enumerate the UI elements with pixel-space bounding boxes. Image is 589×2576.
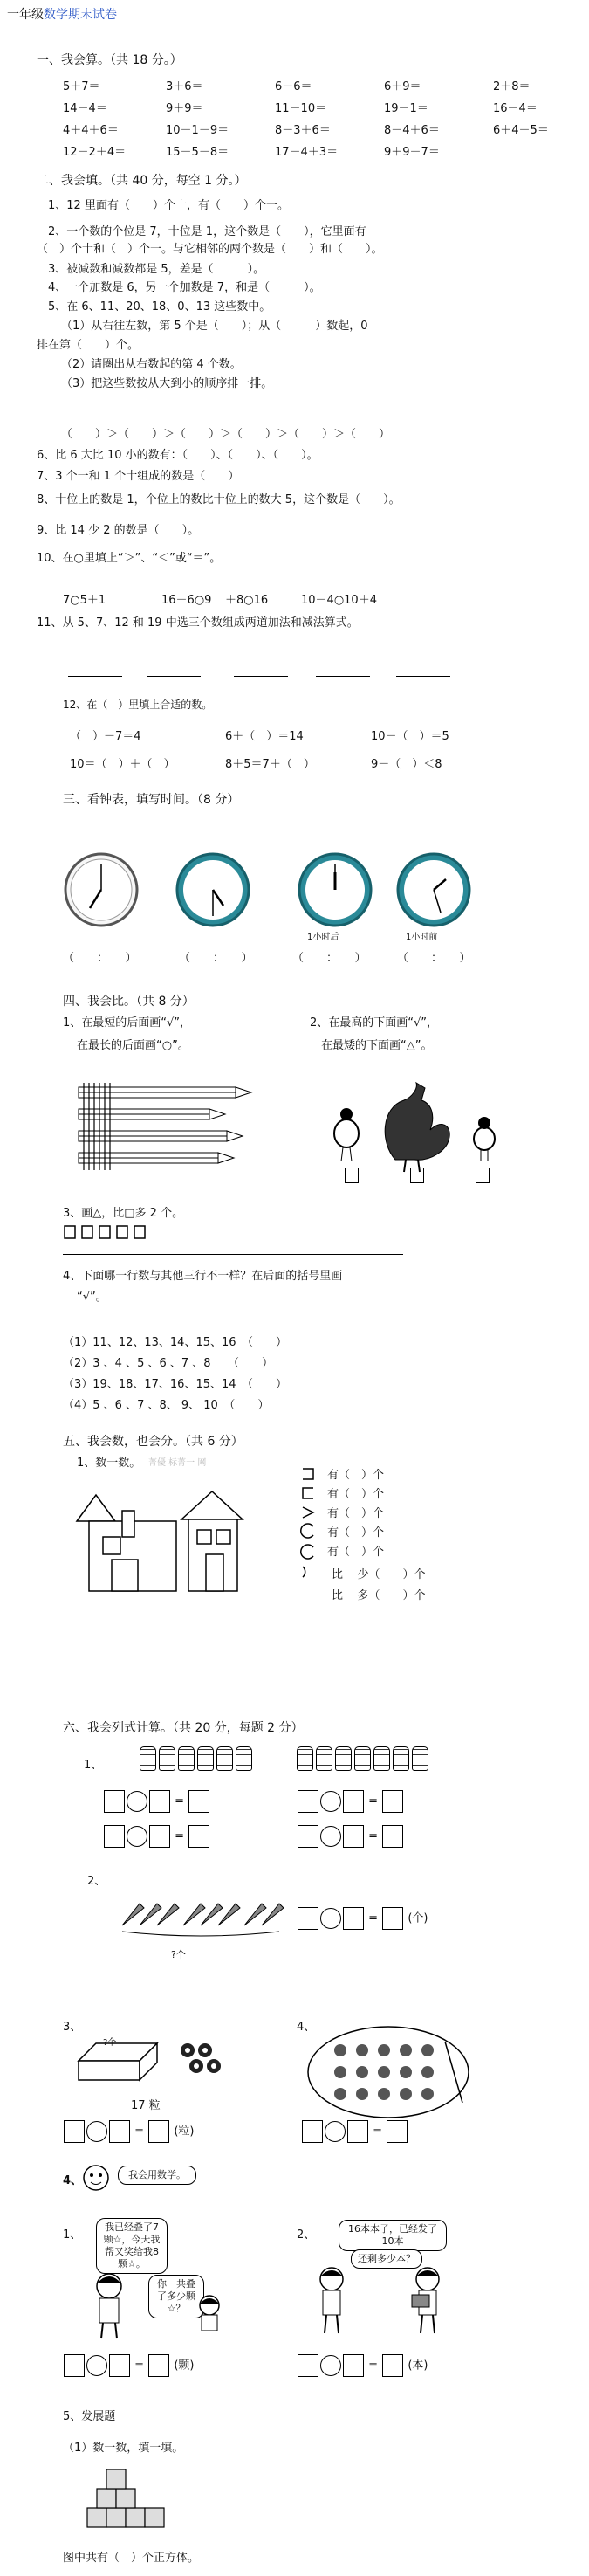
calc-item: 6＋4－5＝: [493, 124, 549, 137]
q6-3-num: 3、: [63, 2021, 82, 2034]
q2-2b: （ ）个十和（ ）个一。与它相邻的两个数是（ ）和（ ）。: [37, 243, 383, 256]
q2-12: 12、在（ ）里填上合适的数。: [63, 699, 213, 711]
watermark: 菁優 标菁一 网: [148, 1458, 207, 1468]
compare-2: 16－6○9: [161, 594, 212, 607]
calc-grid: [63, 77, 549, 159]
q2-5-2: （2）请圈出从右数起的第 4 个数。: [61, 358, 242, 371]
unit-2: (个): [408, 1911, 428, 1925]
clock-answer-4: （ ： ）: [397, 952, 471, 965]
eq-1a: =: [103, 1790, 210, 1813]
q2-6: 6、比 6 大比 10 小的数有：（ ）、（ ）、（ ）。: [37, 449, 318, 462]
eq-4: =: [301, 2120, 408, 2143]
section3-heading: 三、看钟表，填写时间。（8 分）: [63, 793, 240, 807]
squares-row: [63, 1224, 168, 1240]
q4-1a: 1、在最短的后面画“√”，: [63, 1016, 192, 1030]
calc-item: 8－4＋6＝: [384, 124, 440, 137]
calc-item: 11－10＝: [275, 102, 327, 115]
draw-line: [63, 1254, 403, 1255]
q4-1b: 在最长的后面画“○”。: [77, 1039, 189, 1052]
house-shapes: [77, 1484, 277, 1598]
calc-item: 5＋7＝: [63, 80, 100, 93]
q4-3: 3、画△，比□多 2 个。: [63, 1207, 184, 1220]
kids-illustration-2: [314, 2253, 454, 2340]
clock-answer-2: （ ： ）: [179, 952, 253, 965]
unit-3: (粒): [174, 2125, 195, 2139]
compare-more-word: 比: [332, 1568, 344, 1581]
calc-item: [493, 142, 589, 159]
q7-answer: 图中共有（ ）个正方体。: [63, 2552, 200, 2565]
compare-4: 10－4○10＋4: [301, 594, 377, 607]
milk-group-2: [297, 1746, 431, 1774]
page-title: [7, 5, 117, 23]
calc-item: 15－5－8＝: [166, 146, 229, 159]
unit-p1: (颗): [174, 2359, 195, 2373]
answer-line-2: [147, 676, 201, 677]
eq-3: = (粒): [63, 2120, 194, 2143]
p1-num: 1、: [63, 2228, 82, 2242]
calc-item: 17－4＋3＝: [275, 146, 339, 159]
count-5: 有（ ）个: [327, 1546, 385, 1559]
fill-3: 10－（ ）＝5: [371, 730, 449, 743]
fill-2: 6＋（ ）＝14: [225, 730, 304, 743]
calc-item: 14－4＝: [63, 102, 107, 115]
calc-item: 3＋6＝: [166, 80, 203, 93]
clock-answer-3: （ ： ）: [292, 952, 366, 965]
q2-3: 3、被减数和减数都是 5，差是（ ）。: [48, 263, 265, 276]
p1-bubble: 我已经叠了7颗☆，今天我帮又奖给我8颗☆。: [96, 2218, 168, 2274]
count-3: 有（ ）个: [327, 1507, 385, 1520]
section1-heading: 一、我会算。（共 18 分。）: [37, 53, 182, 67]
animals-illustration: [327, 1081, 519, 1177]
q2-11: 11、从 5、7、12 和 19 中选三个数组成两道加法和减法算式。: [37, 616, 359, 630]
calc-item: 4＋4＋6＝: [63, 124, 119, 137]
count-1: 有（ ）个: [327, 1469, 385, 1482]
clock-1: [63, 851, 141, 930]
p2-num: 2、: [297, 2228, 316, 2242]
p2-bubble: 16本本子，已经发了10本: [339, 2220, 447, 2251]
eq-p2: = (本): [297, 2354, 428, 2377]
calc-item: 19－1＝: [384, 102, 428, 115]
calc-item: 2＋8＝: [493, 80, 531, 93]
bead-count: 17 粒: [131, 2099, 161, 2112]
q4-2b: 在最矮的下面画“△”。: [321, 1039, 433, 1052]
q2-9: 9、比 14 少 2 的数是（ ）。: [37, 524, 200, 537]
fill-1: （ ）－7＝4: [70, 730, 141, 743]
eq-2: = (个): [297, 1907, 428, 1930]
seq-row-4: （4）5 、6 、7 、8、 9、 10 （ ）: [63, 1399, 270, 1412]
answer-line-4: [316, 676, 370, 677]
calc-item: 16－4＝: [493, 102, 538, 115]
section4-heading: 四、我会比。（共 8 分）: [63, 995, 195, 1009]
compare-1: 7○5＋1: [63, 594, 106, 607]
p1-bubble-2: 你一共叠了多少颗☆？: [148, 2275, 204, 2318]
q2-5: 5、在 6、11、20、18、0、13 这些数中。: [48, 300, 271, 313]
calc-item: 9＋9－7＝: [384, 146, 440, 159]
q4-4b: “√”。: [77, 1291, 107, 1304]
eq-1c: =: [297, 1790, 404, 1813]
q6-4-num: 4、: [297, 2021, 316, 2034]
calc-item: 10－1－9＝: [166, 124, 229, 137]
fill-5: 8＋5＝7＋（ ）: [225, 758, 315, 771]
q4-2a: 2、在最高的下面画“√”，: [310, 1016, 439, 1030]
section6-heading: 六、我会列式计算。（共 20 分，每题 2 分）: [63, 1721, 304, 1735]
fill-6: 9－（ ）＜8: [371, 758, 442, 771]
answer-line-5: [396, 676, 450, 677]
pencils-illustration: [79, 1083, 279, 1179]
calc-item: 9＋9＝: [166, 102, 203, 115]
section7-heading: 5、发展题: [63, 2410, 116, 2423]
answer-bracket-2: [410, 1168, 424, 1183]
count-4: 有（ ）个: [327, 1526, 385, 1539]
q2-1: 1、12 里面有（ ）个十，有（ ）个一。: [48, 199, 289, 212]
clock-2: [175, 851, 253, 930]
clock-caption-3: 1小时后: [307, 933, 339, 942]
cubes-illustration: [79, 2468, 175, 2538]
title-highlight: 数学期末试卷: [44, 8, 117, 22]
carrots-illustration: [118, 1886, 284, 1939]
q2-5-1: （1）从右往左数，第 5 个是（ ）；从（ ）数起，0: [61, 320, 368, 333]
answer-bracket-1: [345, 1168, 359, 1183]
compare-less-text-2: 多（ ）个: [357, 1589, 426, 1602]
compare-less-text: 少（ ）个: [357, 1568, 426, 1581]
title-prefix: 一年级: [7, 8, 44, 22]
q6-5-num: 4、: [63, 2174, 83, 2187]
compare-more-2: [332, 1586, 426, 1602]
clock-4: [395, 851, 474, 930]
q2-8: 8、十位上的数是 1，个位上的数比十位上的数大 5，这个数是（ ）。: [37, 493, 401, 506]
eq-1d: =: [297, 1825, 404, 1848]
section5-heading: 五、我会数，也会分。（共 6 分）: [63, 1435, 243, 1449]
p2-bubble-2: 还剩多少本？: [351, 2249, 422, 2269]
q2-4: 4、一个加数是 6，另一个加数是 7，和是（ ）。: [48, 281, 321, 294]
q7-1: （1）数一数，填一填。: [63, 2442, 184, 2455]
q6-2-num: 2、: [87, 1875, 106, 1888]
clock-3: [297, 851, 375, 930]
unit-p2: (本): [408, 2359, 428, 2373]
answer-bracket-3: [476, 1168, 490, 1183]
carrot-total: ?个: [171, 1949, 186, 1960]
seq-row-3: （3）19、18、17、16、15、14 （ ）: [63, 1378, 288, 1391]
calc-item: 8－3＋6＝: [275, 124, 331, 137]
box-label: ?个: [103, 2038, 117, 2048]
compare-more-word-2: 比: [332, 1589, 344, 1602]
seq-row-1: （1）11、12、13、14、15、16 （ ）: [63, 1336, 288, 1349]
bugs-illustration: [305, 2024, 471, 2120]
compare-3: ＋8○16: [225, 594, 269, 607]
clock-caption-4: 1小时前: [406, 933, 438, 942]
q2-2a: 2、一个数的个位是 7，十位是 1，这个数是（ ），它里面有: [48, 225, 366, 238]
calc-item: 6＋9＝: [384, 80, 421, 93]
calc-item: 6－6＝: [275, 80, 312, 93]
shape-legend: [301, 1464, 327, 1595]
calc-item: 12－2＋4＝: [63, 146, 127, 159]
count-2: 有（ ）个: [327, 1488, 385, 1501]
q2-5-1b: 排在第（ ）个。: [37, 339, 140, 352]
section2-heading: 二、我会填。（共 40 分，每空 1 分。）: [37, 174, 247, 188]
order-line: （ ）＞（ ）＞（ ）＞（ ）＞（ ）＞（ ）: [61, 428, 391, 441]
q2-10: 10、在○里填上“＞”、“＜”或“＝”。: [37, 552, 222, 565]
milk-group-1: [140, 1746, 255, 1774]
q2-5-3: （3）把这些数按从大到小的顺序排一排。: [61, 377, 273, 390]
seq-row-2: （2）3 、4 、5 、6 、7 、8 （ ）: [63, 1357, 274, 1370]
compare-more: [332, 1565, 426, 1581]
math-bubble: 我会用数学。: [118, 2166, 196, 2185]
fill-4: 10＝（ ）＋（ ）: [70, 758, 175, 771]
child-face-icon: [80, 2162, 115, 2194]
eq-p1: = (颗): [63, 2354, 194, 2377]
answer-line-3: [234, 676, 288, 677]
answer-line-1: [68, 676, 122, 677]
q2-7: 7、3 个一和 1 个十组成的数是（ ）: [37, 470, 240, 483]
clock-answer-1: （ ： ）: [63, 952, 137, 965]
q5-1: 1、数一数。: [77, 1457, 141, 1470]
eq-1b: =: [103, 1825, 210, 1848]
box-beads-illustration: [79, 2035, 236, 2087]
kids-illustration-1: [87, 2270, 236, 2340]
q4-4a: 4、下面哪一行数与其他三行不一样？在后面的括号里画: [63, 1270, 343, 1283]
q6-1-num: 1、: [84, 1759, 103, 1772]
